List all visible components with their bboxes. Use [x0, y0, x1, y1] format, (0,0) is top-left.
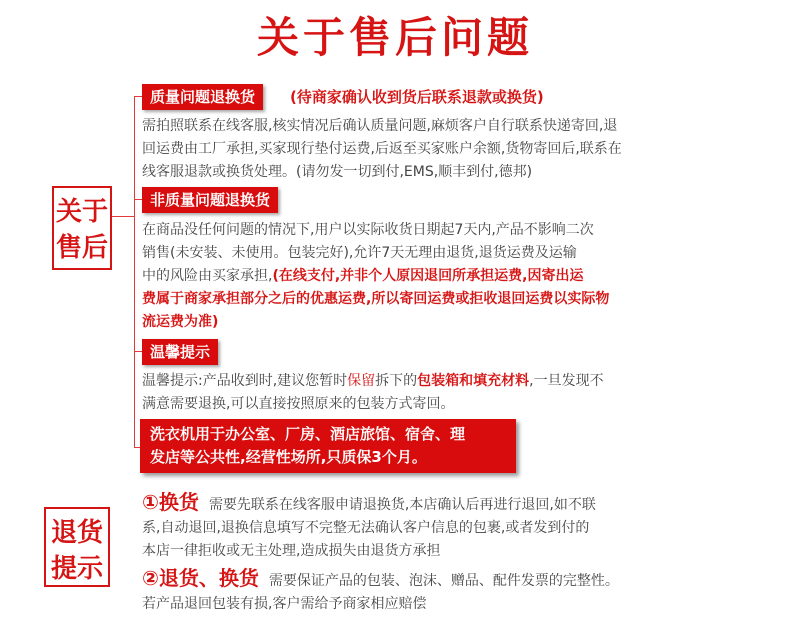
page-title: 关于售后问题 [256, 13, 533, 62]
shipping-cost-highlight: 费属于商家承担部分之后的优惠运费,所以寄回运费或拒收退回运费以实际物 [142, 291, 610, 307]
text-line: 线客服退款或换货处理。(请勿发一切到付,EMS,顺丰到付,德邦) [142, 164, 533, 180]
bracket-tick [134, 351, 142, 352]
text-line: 需拍照联系在线客服,核实情况后确认质量问题,麻烦客户自行联系快递寄回,退 [142, 118, 618, 134]
after-sales-label: 关于售后 [52, 186, 112, 270]
callout-line: 洗衣机用于办公室、厂房、酒店旅馆、宿舍、理 [150, 425, 466, 443]
quality-return-text [142, 115, 752, 184]
keep-highlight: 保留 [347, 373, 376, 389]
bracket-tick [134, 199, 142, 200]
text-plain: 需要先联系在线客服申请退换货,本店确认后再进行退回,如不联 [208, 497, 596, 513]
text-plain: 需要保证产品的包装、泡沫、赠品、配件发票的完整性。 [268, 573, 619, 589]
text-line: 系,自动退回,退换信息填写不完整无法确认客户信息的包裹,或者发到付的 [142, 520, 590, 536]
text-line: 在商品没任何问题的情况下,用户以实际收货日期起7天内,产品不影响二次 [142, 222, 594, 238]
non-quality-return-tag: 非质量问题退换货 [142, 187, 278, 213]
refund-title: ②退货、换货 [142, 566, 259, 590]
text-line: 销售(未安装、未使用。包装完好),允许7天无理由退货,退货运费及运输 [142, 245, 577, 261]
text-plain: ,一旦发现不 [529, 373, 604, 389]
exchange-block [142, 491, 742, 563]
callout-line: 发店等公共性,经营性场所,只质保3个月。 [150, 448, 427, 466]
non-quality-return-text [142, 219, 752, 334]
packaging-highlight: 包装箱和填充材料 [417, 373, 530, 389]
text-plain: 拆下的 [375, 373, 418, 389]
bracket-tick [134, 96, 142, 97]
exchange-title: ①换货 [142, 490, 199, 514]
quality-return-tag: 质量问题退换货 [142, 84, 263, 110]
tips-text [142, 370, 752, 416]
bracket-line [134, 96, 135, 448]
text-line: 回运费由工厂承担,买家现行垫付运费,后返至买家账户余额,货物寄回后,联系在 [142, 141, 622, 157]
text-line [142, 491, 742, 517]
tips-tag: 温馨提示 [142, 339, 218, 365]
text-line: 本店一律拒收或无主处理,造成损失由退货方承担 [142, 543, 441, 559]
refund-block [142, 567, 742, 616]
text-plain: 温馨提示:产品收到时,建议您暂时 [142, 373, 348, 389]
shipping-cost-highlight: (在线支付,并非个人原因退回所承担运费,因寄出运 [272, 268, 584, 284]
text-line [142, 370, 752, 393]
text-line [142, 567, 742, 593]
text-line: 若产品退回包装有损,客户需给予商家相应赔偿 [142, 596, 427, 612]
text-plain: 中的风险由买家承担, [142, 268, 273, 284]
bracket-connector [112, 216, 134, 217]
text-line: 满意需要退换,可以直接按照原来的包装方式寄回。 [142, 396, 455, 412]
warranty-callout [140, 419, 516, 473]
text-line [142, 265, 752, 288]
return-tips-label: 退货提示 [44, 507, 110, 587]
quality-return-note: (待商家确认收到货后联系退款或换货) [290, 88, 544, 106]
shipping-cost-highlight: 流运费为准) [142, 314, 219, 330]
